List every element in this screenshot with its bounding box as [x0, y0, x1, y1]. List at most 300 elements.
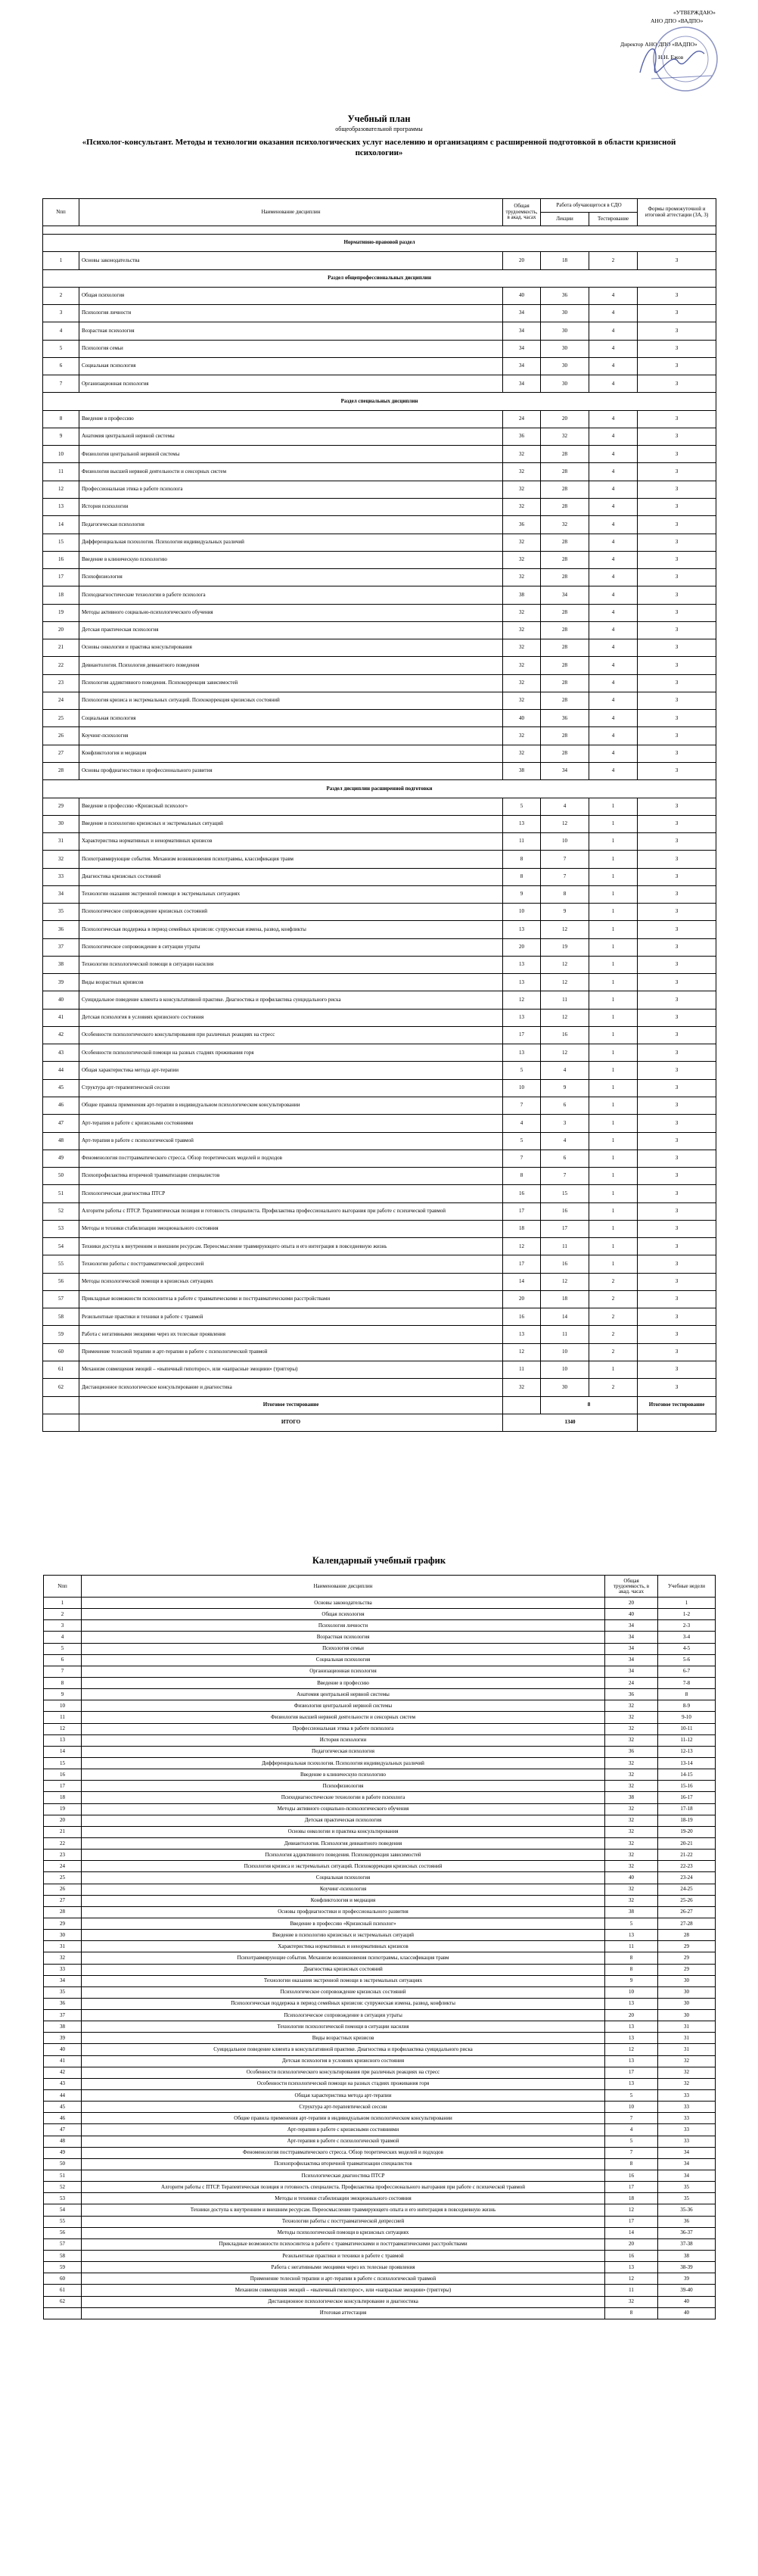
table-row	[43, 340, 716, 357]
table-row	[43, 1097, 716, 1115]
col-num: Nпп	[43, 199, 79, 226]
seal-and-signature	[617, 20, 731, 103]
assessment-form: З	[638, 692, 716, 709]
discipline-name: Профессиональная этика в работе психолога	[79, 481, 503, 498]
study-weeks: 36	[658, 2216, 716, 2227]
row-number: 60	[44, 2273, 82, 2285]
lecture-hours: 28	[541, 692, 589, 709]
lecture-hours: 28	[541, 621, 589, 639]
row-number: 46	[43, 1097, 79, 1115]
row-number: 23	[43, 674, 79, 692]
assessment-form: З	[638, 604, 716, 621]
testing-hours: 1	[589, 1185, 638, 1202]
discipline-name: Введение в профессию «Кризисный психолог»	[79, 798, 503, 815]
study-weeks: 13-14	[658, 1757, 716, 1769]
row-number: 33	[43, 868, 79, 885]
total-hours: 32	[503, 621, 541, 639]
testing-hours: 4	[589, 516, 638, 534]
lecture-hours: 28	[541, 498, 589, 515]
lecture-hours: 4	[541, 1062, 589, 1079]
row-number: 11	[43, 463, 79, 481]
study-weeks: 10-11	[658, 1723, 716, 1734]
study-weeks: 27-28	[658, 1918, 716, 1929]
discipline-name: Девиантология. Психология девиантного поведения	[82, 1837, 605, 1849]
assessment-form: З	[638, 1238, 716, 1255]
discipline-name: Психопрофилактика вторичной травматизации специалистов	[79, 1168, 503, 1185]
table-row	[43, 1026, 716, 1044]
discipline-name: Введение в клиническую психологию	[82, 1769, 605, 1781]
study-weeks: 33	[658, 2090, 716, 2102]
total-hours: 34	[503, 322, 541, 340]
lecture-hours: 28	[541, 657, 589, 674]
table-row	[44, 2147, 716, 2158]
total-hours: 8	[503, 1168, 541, 1185]
discipline-name: Психология семьи	[82, 1643, 605, 1654]
row-number: 5	[44, 1643, 82, 1654]
approval-sign-name: Н.Н. Ежов	[658, 54, 684, 61]
lecture-hours: 4	[541, 1132, 589, 1150]
total-hours: 9	[605, 1975, 658, 1986]
study-weeks: 14-15	[658, 1769, 716, 1781]
row-number: 8	[44, 1677, 82, 1688]
study-weeks: 30	[658, 1986, 716, 1998]
total-hours: 8	[605, 1964, 658, 1975]
discipline-name: Физиология высшей нервной деятельности и сенсорных систем	[79, 463, 503, 481]
table-row	[43, 1255, 716, 1273]
assessment-form: З	[638, 1273, 716, 1290]
discipline-name: Психологическая поддержка в период семейных кризисов: супружеская измена, развод, конфликты	[79, 921, 503, 938]
study-weeks: 30	[658, 1975, 716, 1986]
assessment-form: З	[638, 498, 716, 515]
table-row	[43, 1044, 716, 1062]
testing-hours: 1	[589, 974, 638, 991]
lecture-hours: 32	[541, 516, 589, 534]
discipline-name: Психология личности	[79, 305, 503, 322]
assessment-form: З	[638, 745, 716, 762]
testing-hours: 2	[589, 1343, 638, 1361]
total-hours: 13	[503, 1044, 541, 1062]
study-weeks: 22-23	[658, 1861, 716, 1872]
study-weeks: 35-36	[658, 2204, 716, 2216]
lecture-hours: 28	[541, 604, 589, 621]
lecture-hours: 28	[541, 745, 589, 762]
table-row	[44, 1918, 716, 1929]
table-row	[43, 1062, 716, 1079]
total-hours: 9	[503, 885, 541, 903]
col-total: Общая трудоемкость, в акад. часах	[503, 199, 541, 226]
discipline-name: Основы онкологии и практика консультирования	[82, 1826, 605, 1837]
row-number: 40	[43, 991, 79, 1009]
testing-hours: 4	[589, 287, 638, 304]
total-hours: 13	[503, 1326, 541, 1343]
total-hours: 14	[503, 1273, 541, 1290]
table-row	[43, 375, 716, 393]
testing-hours: 4	[589, 639, 638, 657]
discipline-name: Методы активного социально-психологического обучения	[82, 1803, 605, 1815]
testing-hours: 1	[589, 1115, 638, 1132]
lecture-hours: 15	[541, 1185, 589, 1202]
total-hours: 8	[605, 2158, 658, 2170]
study-weeks: 34	[658, 2170, 716, 2182]
discipline-name: Феноменология посттравматического стресса. Обзор теоретических моделей и подходов	[82, 2147, 605, 2158]
table-row	[44, 1757, 716, 1769]
lecture-hours: 17	[541, 1220, 589, 1237]
calendar-table	[43, 1575, 716, 2319]
discipline-name: Дистанционное психологическое консультирование и диагностика	[79, 1379, 503, 1396]
discipline-name: Психологическая диагностика ПТСР	[79, 1185, 503, 1202]
row-number: 15	[43, 534, 79, 551]
discipline-name: Социальная психология	[79, 710, 503, 727]
study-weeks: 38	[658, 2251, 716, 2262]
assessment-form: З	[638, 710, 716, 727]
table-row	[43, 357, 716, 375]
total-hours: 12	[503, 991, 541, 1009]
total-hours: 32	[503, 657, 541, 674]
discipline-name: Психология аддиктивного поведения. Психокоррекция зависимостей	[79, 674, 503, 692]
testing-hours: 4	[589, 357, 638, 375]
curriculum-table	[42, 198, 716, 1432]
total-hours: 5	[503, 798, 541, 815]
table-row	[44, 2238, 716, 2250]
table-row	[44, 1666, 716, 1677]
final-test-row	[43, 1396, 716, 1414]
assessment-form: З	[638, 1062, 716, 1079]
row-number: 36	[43, 921, 79, 938]
table-row	[43, 287, 716, 304]
study-weeks: 33	[658, 2124, 716, 2136]
testing-hours: 4	[589, 604, 638, 621]
row-number: 10	[44, 1700, 82, 1712]
row-number: 52	[44, 2182, 82, 2193]
table-row	[44, 1734, 716, 1746]
discipline-name: Основы законодательства	[82, 1598, 605, 1609]
table-row	[44, 2193, 716, 2204]
study-weeks: 11-12	[658, 1734, 716, 1746]
total-hours: 32	[605, 1815, 658, 1826]
lecture-hours: 6	[541, 1097, 589, 1115]
total-hours: 5	[503, 1132, 541, 1150]
discipline-name: Психология кризиса и экстремальных ситуаций. Психокоррекция кризисных состояний	[82, 1861, 605, 1872]
discipline-name: Резильентные практики и техники в работе с травмой	[82, 2251, 605, 2262]
study-weeks: 17-18	[658, 1803, 716, 1815]
row-number: 35	[43, 904, 79, 921]
total-hours: 20	[503, 252, 541, 269]
table-row	[43, 534, 716, 551]
assessment-form: З	[638, 516, 716, 534]
assessment-form: З	[638, 657, 716, 674]
row-number: 20	[44, 1815, 82, 1826]
total-hours: 7	[503, 1150, 541, 1167]
total-hours: 24	[503, 410, 541, 428]
lecture-hours: 36	[541, 287, 589, 304]
assessment-form: З	[638, 357, 716, 375]
testing-hours: 1	[589, 833, 638, 851]
assessment-form: З	[638, 569, 716, 586]
total-hours: 32	[503, 481, 541, 498]
study-weeks: 37-38	[658, 2238, 716, 2250]
total-hours: 10	[605, 1986, 658, 1998]
discipline-name: Применение телесной терапии и арт-терапии в работе с психологической травмой	[79, 1343, 503, 1361]
table-row	[43, 252, 716, 269]
total-hours: 5	[605, 2136, 658, 2147]
total-hours: 34	[503, 357, 541, 375]
table-row	[44, 2285, 716, 2296]
row-number: 45	[43, 1079, 79, 1097]
discipline-name: Алгоритм работы с ПТСР. Терапевтическая позиция и готовность специалиста. Профилактика профессионального выгорания при работе с психической травмой	[79, 1202, 503, 1220]
discipline-name: Суицидальное поведение клиента в консультативной практике. Диагностика и профилактика суицидального риска	[79, 991, 503, 1009]
row-number: 21	[43, 639, 79, 657]
testing-hours: 4	[589, 340, 638, 357]
total-hours: 8	[605, 1952, 658, 1964]
row-number: 21	[44, 1826, 82, 1837]
discipline-name: Педагогическая психология	[82, 1746, 605, 1757]
total-hours: 13	[605, 2055, 658, 2067]
table-row	[43, 446, 716, 463]
final-name: Итоговая аттестация	[82, 2307, 605, 2319]
discipline-name: Психология аддиктивного поведения. Психокоррекция зависимостей	[82, 1850, 605, 1861]
discipline-name: Феноменология посттравматического стресса. Обзор теоретических моделей и подходов	[79, 1150, 503, 1167]
table-row	[43, 1150, 716, 1167]
total-hours: 16	[503, 1185, 541, 1202]
discipline-name: Анатомия центральной нервной системы	[82, 1689, 605, 1700]
row-number: 59	[43, 1326, 79, 1343]
total-hours: 34	[605, 1620, 658, 1632]
discipline-name: Основы профдиагностики и профессионального развития	[79, 762, 503, 779]
total-hours: 17	[503, 1255, 541, 1273]
table-row	[43, 904, 716, 921]
testing-hours: 1	[589, 1026, 638, 1044]
lecture-hours: 9	[541, 1079, 589, 1097]
study-weeks: 20-21	[658, 1837, 716, 1849]
table-row	[44, 1895, 716, 1906]
study-weeks: 3-4	[658, 1632, 716, 1643]
table-row	[43, 956, 716, 973]
lecture-hours: 11	[541, 991, 589, 1009]
table-row	[44, 2262, 716, 2273]
lecture-hours: 30	[541, 375, 589, 393]
row-number: 58	[44, 2251, 82, 2262]
discipline-name: Механизм совмещения эмоций – «выпечный гипоторос», или «напрасные эмоциии» (триггеры)	[79, 1361, 503, 1379]
table-row	[44, 2251, 716, 2262]
discipline-name: Арт-терапия в работе с психологической травмой	[82, 2136, 605, 2147]
lecture-hours: 12	[541, 974, 589, 991]
total-hours: 32	[503, 639, 541, 657]
total-hours: 13	[503, 815, 541, 832]
row-number: 13	[43, 498, 79, 515]
row-number: 13	[44, 1734, 82, 1746]
row-number: 20	[43, 621, 79, 639]
discipline-name: Детская психология в условиях кризисного состояния	[82, 2055, 605, 2067]
total-hours: 17	[605, 2067, 658, 2078]
assessment-form: З	[638, 463, 716, 481]
total-hours: 20	[503, 938, 541, 956]
assessment-form: З	[638, 1009, 716, 1026]
assessment-form: З	[638, 1185, 716, 1202]
discipline-name: Введение в психологию кризисных и экстремальных ситуаций	[79, 815, 503, 832]
table-row	[44, 1769, 716, 1781]
assessment-form: З	[638, 991, 716, 1009]
lecture-hours: 12	[541, 1044, 589, 1062]
discipline-name: Психологическая диагностика ПТСР	[82, 2170, 605, 2182]
table-row	[44, 1632, 716, 1643]
table-row	[44, 1815, 716, 1826]
lecture-hours: 14	[541, 1308, 589, 1326]
discipline-name: Технологии оказания экстренной помощи в экстремальных ситуациях	[79, 885, 503, 903]
discipline-name: Технологии психологической помощи в ситуации насилия	[79, 956, 503, 973]
row-number: 16	[43, 551, 79, 568]
table-row	[44, 2078, 716, 2089]
testing-hours: 1	[589, 1255, 638, 1273]
total-hours: 34	[503, 340, 541, 357]
approval-director: Директор АНО ДПО «ВАДПО»	[620, 41, 697, 48]
total-hours: 32	[605, 1861, 658, 1872]
row-number: 11	[44, 1712, 82, 1723]
study-weeks: 29	[658, 1952, 716, 1964]
assessment-form: З	[638, 1361, 716, 1379]
table-row	[43, 498, 716, 515]
total-label: ИТОГО	[79, 1414, 503, 1431]
row-number: 1	[43, 252, 79, 269]
discipline-name: Организационная психология	[79, 375, 503, 393]
testing-hours: 2	[589, 1273, 638, 1290]
total-hours: 36	[605, 1689, 658, 1700]
testing-hours: 1	[589, 904, 638, 921]
table-row	[44, 2113, 716, 2124]
table-row	[43, 815, 716, 832]
testing-hours: 1	[589, 1238, 638, 1255]
lecture-hours: 12	[541, 1009, 589, 1026]
row-number: 61	[44, 2285, 82, 2296]
total-hours: 4	[503, 1115, 541, 1132]
testing-hours: 4	[589, 481, 638, 498]
section-title: Раздел специальных дисциплин	[43, 393, 716, 410]
table-row	[43, 885, 716, 903]
total-hours: 32	[503, 692, 541, 709]
discipline-name: Общая психология	[79, 287, 503, 304]
total-hours: 11	[503, 833, 541, 851]
table-row	[43, 322, 716, 340]
discipline-name: Анатомия центральной нервной системы	[79, 428, 503, 445]
total-hours: 20	[605, 1598, 658, 1609]
total-hours: 34	[605, 1632, 658, 1643]
total-hours: 32	[605, 1837, 658, 1849]
discipline-name: Технологии оказания экстренной помощи в экстремальных ситуациях	[82, 1975, 605, 1986]
table-row	[44, 1643, 716, 1654]
study-weeks: 35	[658, 2182, 716, 2193]
discipline-name: Механизм совмещения эмоций – «выпечный гипоторос», или «напрасные эмоциии» (триггеры)	[82, 2285, 605, 2296]
discipline-name: Психодиагностические технологии в работе психолога	[79, 586, 503, 604]
discipline-name: Диагностика кризисных состояний	[79, 868, 503, 885]
lecture-hours: 28	[541, 481, 589, 498]
col-forms: Формы промежуточной и итоговой аттестации (ЗА, З)	[638, 199, 716, 226]
assessment-form: З	[638, 534, 716, 551]
table-row	[44, 1872, 716, 1884]
testing-hours: 4	[589, 446, 638, 463]
total-hours: 10	[503, 904, 541, 921]
table-row	[43, 463, 716, 481]
testing-hours: 1	[589, 868, 638, 885]
total-hours: 13	[503, 921, 541, 938]
discipline-name: Педагогическая психология	[79, 516, 503, 534]
discipline-name: Прикладные возможности психосинтеза в работе с травматическими и посттравматическими расстройствами	[79, 1290, 503, 1308]
table-row	[43, 410, 716, 428]
total-hours: 34	[503, 305, 541, 322]
lecture-hours: 12	[541, 1273, 589, 1290]
lecture-hours: 32	[541, 428, 589, 445]
table-row	[43, 938, 716, 956]
spacer	[44, 2307, 82, 2319]
row-number: 28	[43, 762, 79, 779]
row-number: 8	[43, 410, 79, 428]
assessment-form: З	[638, 287, 716, 304]
table-row	[43, 868, 716, 885]
total-hours: 13	[605, 1998, 658, 2009]
discipline-name: Общая характеристика метода арт-терапии	[82, 2090, 605, 2102]
testing-hours: 1	[589, 885, 638, 903]
row-number: 46	[44, 2113, 82, 2124]
lecture-hours: 11	[541, 1326, 589, 1343]
total-hours: 12	[503, 1343, 541, 1361]
row-number: 54	[44, 2204, 82, 2216]
table-row	[44, 1792, 716, 1803]
testing-hours: 4	[589, 428, 638, 445]
row-number: 24	[43, 692, 79, 709]
discipline-name: Коучинг-психология	[82, 1884, 605, 1895]
final-hours: 8	[605, 2307, 658, 2319]
row-number: 60	[43, 1343, 79, 1361]
table-row	[43, 551, 716, 568]
lecture-hours: 30	[541, 305, 589, 322]
study-weeks: 12-13	[658, 1746, 716, 1757]
total-hours: 8	[503, 868, 541, 885]
discipline-name: История психологии	[82, 1734, 605, 1746]
row-number: 14	[43, 516, 79, 534]
total-hours: 40	[605, 1872, 658, 1884]
lecture-hours: 18	[541, 252, 589, 269]
calendar-title: Календарный учебный график	[312, 1555, 446, 1566]
cal-col-weeks: Учебные недели	[658, 1576, 716, 1598]
study-weeks: 26-27	[658, 1906, 716, 1918]
discipline-name: Алгоритм работы с ПТСР. Терапевтическая позиция и готовность специалиста. Профилактика профессионального выгорания при работе с психической травмой	[82, 2182, 605, 2193]
total-hours: 18	[605, 2193, 658, 2204]
testing-hours: 4	[589, 710, 638, 727]
row-number: 39	[43, 974, 79, 991]
row-number: 62	[44, 2296, 82, 2307]
discipline-name: Общая психология	[82, 1609, 605, 1620]
row-number: 47	[43, 1115, 79, 1132]
table-row	[44, 2273, 716, 2285]
section-title: Раздел дисциплин расширенной подготовки	[43, 780, 716, 798]
col-testing: Тестирование	[589, 213, 638, 226]
row-number: 57	[44, 2238, 82, 2250]
testing-hours: 4	[589, 762, 638, 779]
assessment-form: З	[638, 1026, 716, 1044]
table-row	[43, 1343, 716, 1361]
row-number: 33	[44, 1964, 82, 1975]
discipline-name: Психологическая поддержка в период семейных кризисов: супружеская измена, развод, конфликты	[82, 1998, 605, 2009]
table-row	[43, 1168, 716, 1185]
approval-org: АНО ДПО «ВАДПО»	[651, 17, 704, 24]
total-hours: 32	[605, 1712, 658, 1723]
table-row	[44, 2102, 716, 2113]
table-row	[43, 851, 716, 868]
assessment-form: З	[638, 1150, 716, 1167]
total-hours: 32	[503, 674, 541, 692]
discipline-name: Социальная психология	[82, 1654, 605, 1666]
discipline-name: Введение в профессию «Кризисный психолог»	[82, 1918, 605, 1929]
study-weeks: 32	[658, 2067, 716, 2078]
cal-col-total: Общая трудоемкость, в акад. часах	[605, 1576, 658, 1598]
